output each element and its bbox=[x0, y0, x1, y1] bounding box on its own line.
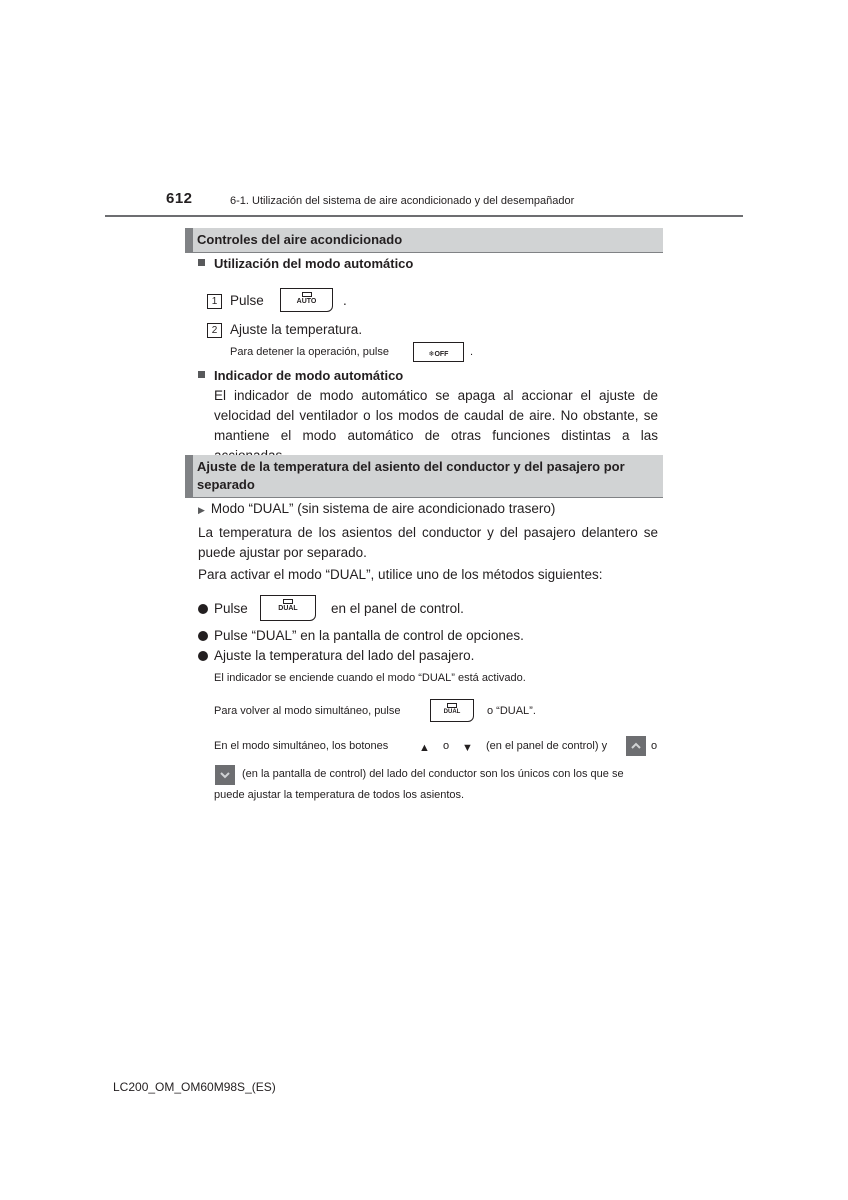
step-2 bbox=[207, 322, 362, 338]
auto-button[interactable] bbox=[280, 288, 333, 312]
bullet-2 bbox=[198, 628, 524, 643]
step-2-text: Ajuste la temperatura. bbox=[230, 322, 363, 337]
step-1 bbox=[207, 293, 264, 309]
bullet-3-text: Ajuste la temperatura del lado del pasajero. bbox=[214, 648, 475, 663]
bullet-1 bbox=[198, 601, 248, 616]
step-number-2: 2 bbox=[207, 323, 222, 338]
square-bullet-icon bbox=[198, 259, 205, 266]
chapter-title: 6-1. Utilización del sistema de aire acondicionado y del desempañador bbox=[230, 195, 575, 207]
stop-note-end: . bbox=[470, 346, 474, 358]
return-note-end: o “DUAL”. bbox=[487, 705, 536, 717]
section-heading-separate-temp: Ajuste de la temperatura del asiento del conductor y del pasajero por separado bbox=[185, 455, 663, 498]
fan-off-button[interactable] bbox=[413, 342, 464, 362]
bullet-1-end: en el panel de control. bbox=[331, 601, 464, 616]
step-1-end: . bbox=[343, 293, 347, 308]
step-1-text: Pulse bbox=[230, 293, 264, 308]
chevron-up-icon bbox=[626, 736, 646, 756]
subheading-auto-mode bbox=[198, 256, 413, 271]
chevron-down-icon bbox=[215, 765, 235, 785]
subheading-auto-mode-text: Utilización del modo automático bbox=[214, 256, 414, 271]
triangle-bullet-icon: ▶ bbox=[198, 505, 205, 515]
subheading-auto-indicator-text: Indicador de modo automático bbox=[214, 368, 404, 383]
up-arrow-icon: ▲ bbox=[419, 742, 430, 754]
square-bullet-icon bbox=[198, 371, 205, 378]
dual-button-note-label: DUAL bbox=[443, 709, 461, 715]
bullet-2-text: Pulse “DUAL” en la pantalla de control de opciones. bbox=[214, 628, 524, 643]
footer-code: LC200_OM_OM60M98S_(ES) bbox=[113, 1080, 276, 1094]
screen-down-button[interactable] bbox=[215, 765, 235, 785]
indicator-light-icon bbox=[447, 703, 457, 708]
dual-mode-label-text: Modo “DUAL” (sin sistema de aire acondicionado trasero) bbox=[210, 501, 556, 516]
dual-paragraph-2: Para activar el modo “DUAL”, utilice uno de los métodos siguientes: bbox=[198, 567, 603, 582]
bullet-icon bbox=[198, 604, 208, 614]
auto-indicator-paragraph: El indicador de modo automático se apaga al accionar el ajuste de velocidad del ventilador o los modos de caudal de aire. No obstante, se mantiene el modo automático de otras funciones distintas a las bbox=[214, 388, 658, 443]
simultaneous-note-or-2: o bbox=[651, 740, 658, 752]
screen-up-button[interactable] bbox=[626, 736, 646, 756]
simultaneous-note-start: En el modo simultáneo, los botones bbox=[214, 740, 389, 752]
subheading-auto-indicator bbox=[198, 368, 403, 383]
simultaneous-note-or-1: o bbox=[443, 740, 450, 752]
dual-button-label: DUAL bbox=[278, 605, 298, 612]
simultaneous-note-mid: (en el panel de control) y bbox=[486, 740, 608, 752]
bullet-1-text: Pulse bbox=[214, 601, 248, 616]
indicator-light-icon bbox=[302, 292, 312, 297]
step-number-1: 1 bbox=[207, 294, 222, 309]
auto-button-label: AUTO bbox=[296, 298, 317, 305]
dual-mode-label bbox=[198, 501, 555, 516]
fan-off-label: OFF bbox=[434, 351, 449, 358]
dual-button-note[interactable] bbox=[430, 699, 474, 722]
down-arrow-icon: ▼ bbox=[462, 742, 473, 754]
dual-paragraph-1: La temperatura de los asientos del conductor y del pasajero delantero se puede ajustar por separado. bbox=[198, 525, 658, 560]
header-rule bbox=[105, 215, 743, 217]
fan-icon: ❄ bbox=[428, 351, 435, 358]
dual-button[interactable] bbox=[260, 595, 316, 621]
dual-indicator-note: El indicador se enciende cuando el modo “DUAL” está activado. bbox=[214, 672, 526, 684]
stop-note: Para detener la operación, pulse bbox=[230, 346, 389, 358]
bullet-icon bbox=[198, 631, 208, 641]
return-note: Para volver al modo simultáneo, pulse bbox=[214, 705, 401, 717]
simultaneous-note-line3: puede ajustar la temperatura de todos los asientos. bbox=[214, 789, 465, 801]
bullet-3 bbox=[198, 648, 474, 663]
simultaneous-note-line2: (en la pantalla de control) del lado del conductor son los únicos con los que se bbox=[242, 768, 624, 780]
page-number: 612 bbox=[166, 190, 193, 207]
bullet-icon bbox=[198, 651, 208, 661]
section-heading-controls: Controles del aire acondicionado bbox=[185, 228, 663, 253]
indicator-light-icon bbox=[283, 599, 293, 604]
